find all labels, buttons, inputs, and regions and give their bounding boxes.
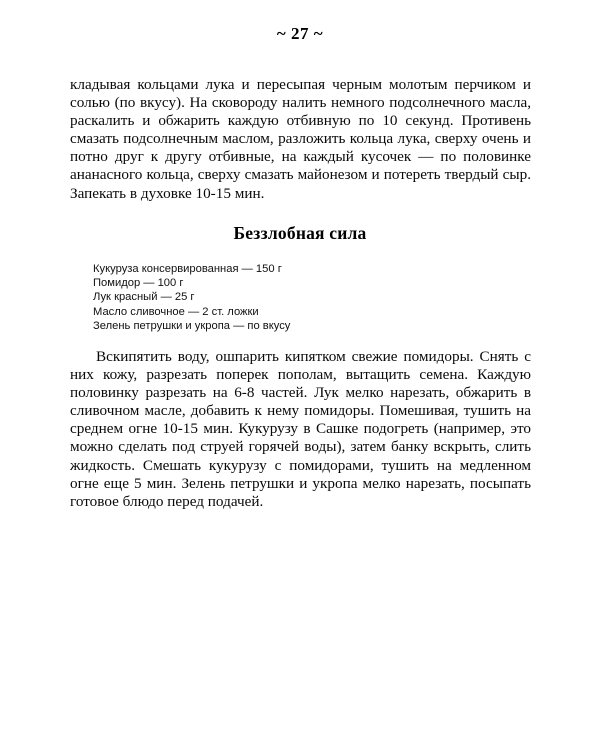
ingredients-list — [93, 262, 513, 333]
recipe-title: Беззлобная сила — [233, 223, 367, 243]
list-item: Помидор — 100 г — [93, 277, 184, 290]
continued-paragraph: кладывая кольцами лука и пересыпая черным молотым перчиком и солью (по вкусу). На сковороду налить немного подсолнечного масла, раскалить и обжарить каждую отбивную по 10 секунд. Противень смазать подсолнечным маслом, разложить кольца лука, сверху очень и потно друг к другу отбивные, на каждый кусочек — по половинке ананасного кольца, сверху смазать майонезом и потереть твердый сыр. Запекать в духовке 10-15 мин. — [70, 76, 531, 202]
list-item: Лук красный — 25 г — [93, 291, 195, 304]
list-item: Масло сливочное — 2 ст. ложки — [93, 305, 259, 318]
continued-paragraph-block — [70, 76, 531, 203]
list-item: Кукуруза консервированная — 150 г — [93, 263, 282, 275]
page-number: ~ 27 ~ — [276, 24, 324, 43]
list-item: Зелень петрушки и укропа — по вкусу — [93, 319, 291, 332]
method-paragraph: Вскипятить воду, ошпарить кипятком свежие помидоры. Снять с них кожу, разрезать поперек пополам, вытащить семена. Каждую половинку разрезать на 6-8 частей. Лук мелко нарезать, обжарить в сливочном масле, добавить к нему помидоры. Помешивая, тушить на среднем огне 10-15 мин. Кукурузу в Сашке подогреть (например, это можно сделать под струей горячей воды), затем банку вскрыть, слить жидкость. Смешать кукурузу с помидорами, тушить на медленном огне еще 5 мин. Зелень петрушки и укропа мелко нарезать, посыпать готовое блюдо перед подачей. — [70, 348, 531, 510]
method-block — [70, 348, 531, 511]
